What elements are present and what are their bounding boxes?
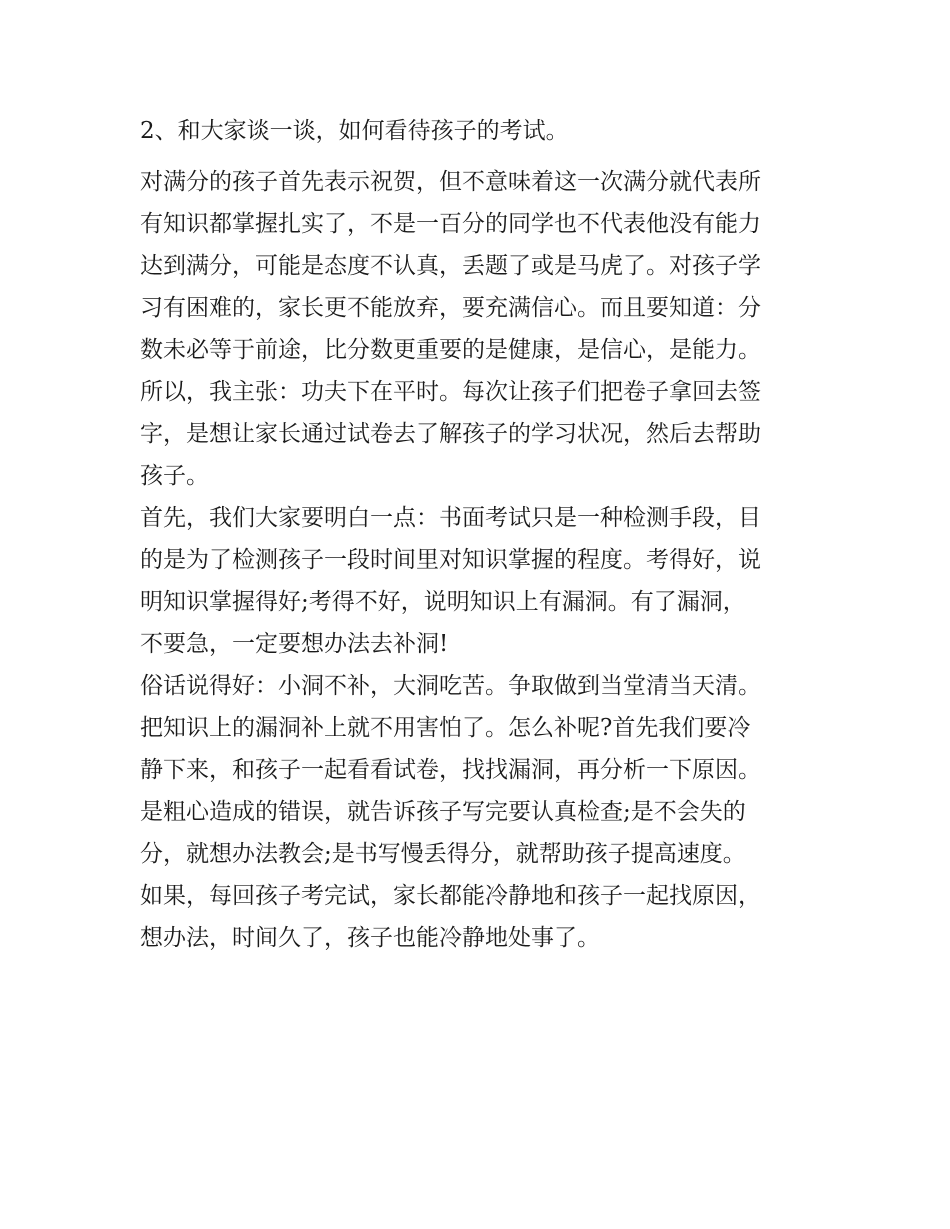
text-line: 孩子。: [140, 463, 209, 489]
heading-line: 2、和大家谈一谈，如何看待孩子的考试。: [140, 118, 569, 144]
text-line: 明知识掌握得好;考得不好，说明知识上有漏洞。有了漏洞，: [140, 589, 746, 615]
text-line: 习有困难的，家长更不能放弃，要充满信心。而且要知道：分: [140, 295, 761, 321]
text-line: 所以，我主张：功夫下在平时。每次让孩子们把卷子拿回去签: [140, 379, 761, 405]
text-line: 对满分的孩子首先表示祝贺，但不意味着这一次满分就代表所: [140, 169, 761, 195]
text-line: 把知识上的漏洞补上就不用害怕了。怎么补呢?首先我们要冷: [140, 715, 751, 741]
text-line: 的是为了检测孩子一段时间里对知识掌握的程度。考得好，说: [140, 547, 761, 573]
text-line: 不要急，一定要想办法去补洞!: [140, 631, 449, 657]
text-line: 是粗心造成的错误，就告诉孩子写完要认真检查;是不会失的: [140, 799, 746, 825]
text-line: 首先，我们大家要明白一点：书面考试只是一种检测手段，目: [140, 505, 761, 531]
text-line: 如果，每回孩子考完试，家长都能冷静地和孩子一起找原因，: [140, 883, 761, 909]
text-line: 俗话说得好：小洞不补，大洞吃苦。争取做到当堂清当天清。: [140, 673, 761, 699]
document-body: [140, 110, 820, 959]
heading-spacing: [140, 152, 820, 161]
text-line: 达到满分，可能是态度不认真，丢题了或是马虎了。对孩子学: [140, 253, 761, 279]
text-line: 有知识都掌握扎实了，不是一百分的同学也不代表他没有能力: [140, 211, 761, 237]
text-line: 数未必等于前途，比分数更重要的是健康，是信心，是能力。: [140, 337, 761, 363]
text-line: 想办法，时间久了，孩子也能冷静地处事了。: [140, 925, 600, 951]
text-line: 分，就想办法教会;是书写慢丢得分，就帮助孩子提高速度。: [140, 841, 746, 867]
text-line: 静下来，和孩子一起看看试卷，找找漏洞，再分析一下原因。: [140, 757, 761, 783]
text-line: 字，是想让家长通过试卷去了解孩子的学习状况，然后去帮助: [140, 421, 761, 447]
